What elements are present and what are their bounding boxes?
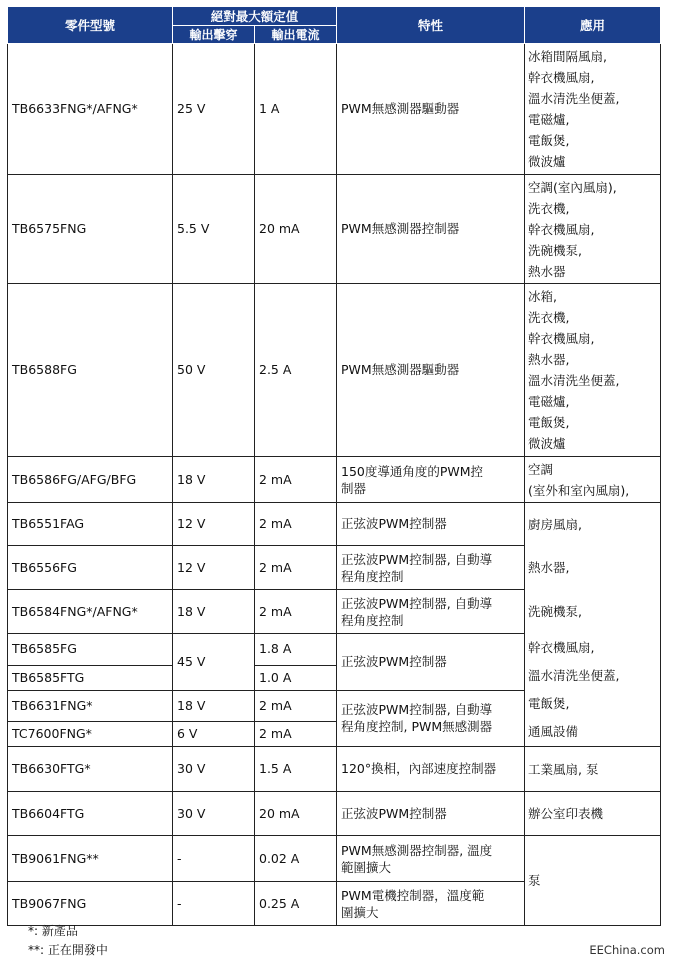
feature-line: 圍擴大 xyxy=(341,904,379,920)
voltage-cell: 45 V xyxy=(173,634,255,691)
table-row xyxy=(8,44,661,175)
part-cell: TB6630FTG* xyxy=(8,747,173,792)
feature-line: 正弦波PWM控制器, 自動導 xyxy=(341,551,493,567)
app-line: 通風設備 xyxy=(528,724,579,739)
part-cell: TB6556FG xyxy=(8,546,173,590)
app-line: 熱水器, xyxy=(528,352,570,367)
motor-driver-table xyxy=(7,6,661,926)
application-cell xyxy=(525,44,661,175)
feature-line: 制器 xyxy=(341,480,367,496)
part-cell: TB6585FG xyxy=(8,634,173,666)
application-cell xyxy=(525,457,661,503)
part-cell: TB6575FNG xyxy=(8,175,173,284)
feature-cell xyxy=(337,590,525,634)
table-row xyxy=(8,284,661,457)
app-line: 微波爐 xyxy=(528,436,566,451)
voltage-cell: 5.5 V xyxy=(173,175,255,284)
current-cell: 2 mA xyxy=(255,457,337,503)
voltage-cell: 50 V xyxy=(173,284,255,457)
feature-line: 程角度控制 xyxy=(341,612,404,628)
voltage-cell: 18 V xyxy=(173,457,255,503)
feature-line: 程角度控制, PWM無感測器 xyxy=(341,719,493,735)
header-out-current: 輸出電流 xyxy=(255,26,337,44)
feature-line: 範圍擴大 xyxy=(341,859,392,875)
application-cell: 工業風扇, 泵 xyxy=(525,747,661,792)
app-line: 熱水器 xyxy=(528,263,566,279)
app-line: 幹衣機風扇, xyxy=(528,640,595,655)
app-line: 洗碗機泵, xyxy=(528,242,582,258)
feature-line: PWM無感測器控制器, 溫度 xyxy=(341,842,493,858)
table-row xyxy=(8,747,661,792)
current-cell: 1.5 A xyxy=(255,747,337,792)
watermark-logo: EEChina.com xyxy=(589,943,665,957)
app-line: 熱水器, xyxy=(528,560,570,575)
part-cell: TB6551FAG xyxy=(8,503,173,546)
part-cell: TB9061FNG** xyxy=(8,836,173,882)
current-cell: 2 mA xyxy=(255,590,337,634)
note-new-product: *: 新產品 xyxy=(28,924,78,938)
note-in-development: **: 正在開發中 xyxy=(28,943,108,957)
table-row xyxy=(8,175,661,284)
app-line: 電飯煲, xyxy=(528,415,570,430)
app-line: 空調(室內風扇), xyxy=(528,179,617,195)
application-group-cell xyxy=(525,503,661,747)
app-line: 溫水清洗坐便蓋, xyxy=(528,91,620,106)
voltage-cell: 30 V xyxy=(173,792,255,836)
app-line: 空調 xyxy=(528,461,554,477)
feature-cell: 正弦波PWM控制器 xyxy=(337,503,525,546)
part-cell: TB6584FNG*/AFNG* xyxy=(8,590,173,634)
feature-cell xyxy=(337,690,525,747)
application-cell: 辦公室印表機 xyxy=(525,792,661,836)
part-cell: TB6585FTG xyxy=(8,665,173,690)
header-part-no: 零件型號 xyxy=(8,7,173,44)
feature-cell: PWM無感測器驅動器 xyxy=(337,44,525,175)
voltage-cell: 18 V xyxy=(173,690,255,722)
current-cell: 2 mA xyxy=(255,690,337,722)
app-line: 冰箱間隔風扇, xyxy=(528,49,607,64)
current-cell: 2.5 A xyxy=(255,284,337,457)
table-row xyxy=(8,457,661,503)
feature-line: PWM電機控制器，溫度範 xyxy=(341,887,485,903)
part-cell: TB9067FNG xyxy=(8,882,173,926)
feature-cell: 正弦波PWM控制器 xyxy=(337,634,525,691)
app-line: 冰箱, xyxy=(528,289,557,304)
current-cell: 1.0 A xyxy=(255,665,337,690)
app-line: 洗衣機, xyxy=(528,310,570,325)
part-cell: TB6604FTG xyxy=(8,792,173,836)
feature-line: 程角度控制 xyxy=(341,568,404,584)
header-feature: 特性 xyxy=(337,7,525,44)
current-cell: 20 mA xyxy=(255,792,337,836)
app-line: 幹衣機風扇, xyxy=(528,331,595,346)
voltage-cell: 12 V xyxy=(173,503,255,546)
feature-line: 正弦波PWM控制器, 自動導 xyxy=(341,595,493,611)
voltage-cell: 25 V xyxy=(173,44,255,175)
part-cell: TB6588FG xyxy=(8,284,173,457)
app-line: 電磁爐, xyxy=(528,394,570,409)
table-row xyxy=(8,836,661,882)
table-row xyxy=(8,503,661,546)
feature-cell xyxy=(337,457,525,503)
current-cell: 2 mA xyxy=(255,546,337,590)
part-cell: TB6633FNG*/AFNG* xyxy=(8,44,173,175)
application-cell: 泵 xyxy=(525,836,661,926)
app-line: 洗碗機泵, xyxy=(528,604,582,619)
feature-cell xyxy=(337,546,525,590)
part-cell: TC7600FNG* xyxy=(8,722,173,747)
app-line: 廚房風扇, xyxy=(528,517,582,532)
header-out-voltage: 輸出擊穿 xyxy=(173,26,255,44)
app-line: 幹衣機風扇, xyxy=(528,221,595,237)
app-line: 微波爐 xyxy=(528,154,566,169)
voltage-cell: - xyxy=(173,836,255,882)
part-cell: TB6631FNG* xyxy=(8,690,173,722)
app-line: 電磁爐, xyxy=(528,112,570,127)
current-cell: 2 mA xyxy=(255,722,337,747)
feature-line: 正弦波PWM控制器, 自動導 xyxy=(341,702,493,718)
voltage-cell: 12 V xyxy=(173,546,255,590)
app-line: 洗衣機, xyxy=(528,200,570,216)
header-abs-max: 絕對最大額定值 xyxy=(173,7,337,26)
application-cell xyxy=(525,284,661,457)
feature-cell: PWM無感測器驅動器 xyxy=(337,284,525,457)
table-row xyxy=(8,792,661,836)
voltage-cell: 18 V xyxy=(173,590,255,634)
feature-cell: 正弦波PWM控制器 xyxy=(337,792,525,836)
header-application: 應用 xyxy=(525,7,661,44)
current-cell: 1.8 A xyxy=(255,634,337,666)
app-line: (室外和室內風扇), xyxy=(528,482,630,498)
app-line: 電飯煲, xyxy=(528,133,570,148)
feature-cell: PWM無感測器控制器 xyxy=(337,175,525,284)
app-line: 幹衣機風扇, xyxy=(528,70,595,85)
part-cell: TB6586FG/AFG/BFG xyxy=(8,457,173,503)
current-cell: 0.25 A xyxy=(255,882,337,926)
feature-cell: 120°換相，內部速度控制器 xyxy=(337,747,525,792)
current-cell: 1 A xyxy=(255,44,337,175)
app-line: 電飯煲, xyxy=(528,696,570,711)
feature-line: 150度導通角度的PWM控 xyxy=(341,463,484,479)
application-cell xyxy=(525,175,661,284)
current-cell: 2 mA xyxy=(255,503,337,546)
voltage-cell: 6 V xyxy=(173,722,255,747)
voltage-cell: - xyxy=(173,882,255,926)
feature-cell xyxy=(337,882,525,926)
current-cell: 0.02 A xyxy=(255,836,337,882)
voltage-cell: 30 V xyxy=(173,747,255,792)
feature-cell xyxy=(337,836,525,882)
current-cell: 20 mA xyxy=(255,175,337,284)
app-line: 溫水清洗坐便蓋, xyxy=(528,668,620,683)
app-line: 溫水清洗坐便蓋, xyxy=(528,373,620,388)
